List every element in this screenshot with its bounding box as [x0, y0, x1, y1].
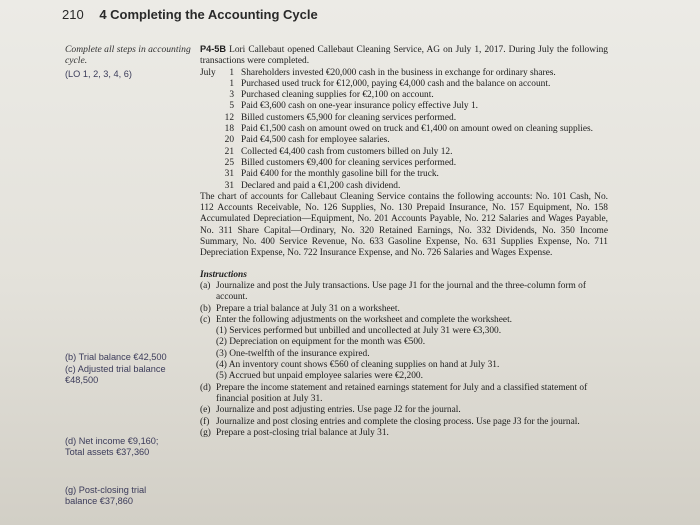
transaction-day: 1 — [229, 78, 234, 89]
transaction-day: 31 — [224, 180, 234, 191]
transaction-row — [200, 181, 608, 192]
instruction-text: Journalize and post adjusting entries. Use page J2 for the journal. — [216, 405, 461, 416]
instruction-item — [200, 315, 608, 326]
instruction-item — [200, 405, 608, 416]
instruction-label: (e) — [200, 405, 211, 416]
instruction-label: (d) — [200, 382, 211, 393]
margin-note-adjusted-trial-balance: (c) Adjusted trial balance €48,500 — [65, 364, 166, 385]
page-number: 210 — [62, 7, 84, 22]
transaction-day: 12 — [224, 112, 234, 123]
margin-note-post-closing: (g) Post-closing trial balance €37,860 — [65, 485, 147, 506]
transaction-text: Billed customers €9,400 for cleaning services performed. — [241, 157, 457, 168]
transaction-list — [200, 68, 608, 192]
instruction-text: Prepare the income statement and retained earnings statement for July and a classified statement of financial position at July 31. — [216, 382, 588, 404]
transaction-row — [200, 68, 608, 79]
transaction-month: July — [200, 67, 216, 78]
transaction-day: 5 — [229, 101, 234, 112]
transaction-day: 1 — [229, 67, 234, 78]
problem-intro — [200, 44, 608, 68]
transaction-day: 31 — [224, 169, 234, 180]
adjustment-item: (2) Depreciation on equipment for the month was €500. — [216, 337, 426, 348]
transaction-row — [200, 113, 608, 124]
transaction-day: 21 — [224, 146, 234, 157]
transaction-day: 20 — [224, 135, 234, 146]
transaction-day: 25 — [224, 157, 234, 168]
instruction-label: (g) — [200, 427, 211, 438]
adjustment-item: (5) Accrued but unpaid employee salaries were €2,200. — [216, 371, 423, 382]
adjustment-item: (1) Services performed but unbilled and uncollected at July 31 were €3,300. — [216, 326, 502, 337]
margin-note-steps: Complete all steps in accounting cycle. — [65, 44, 191, 66]
transaction-row — [200, 147, 608, 158]
margin-note-net-income: (d) Net income €9,160; Total assets €37,360 — [65, 436, 159, 457]
transaction-text: Collected €4,400 cash from customers billed on July 12. — [241, 146, 453, 157]
transaction-row — [200, 158, 608, 169]
instruction-item — [200, 428, 608, 439]
margin-note-lo: (LO 1, 2, 3, 4, 6) — [65, 69, 132, 79]
transaction-text: Purchased cleaning supplies for €2,100 on account. — [241, 90, 434, 101]
adjustment-item: (4) An inventory count shows €560 of cleaning supplies on hand at July 31. — [216, 360, 500, 371]
instruction-label: (b) — [200, 303, 211, 314]
instruction-label: (c) — [200, 314, 211, 325]
chapter-title: 4 Completing the Accounting Cycle — [99, 7, 318, 22]
transaction-row — [200, 135, 608, 146]
instructions-heading: Instructions — [200, 269, 247, 280]
transaction-row — [200, 79, 608, 90]
transaction-day: 18 — [224, 124, 234, 135]
transaction-row — [200, 101, 608, 112]
instruction-item — [200, 281, 608, 304]
transaction-row — [200, 90, 608, 101]
chart-of-accounts: The chart of accounts for Callebaut Cleaning Service contains the following accounts: No. 101 Cash, No. 112 Accounts Receivable, No. 126 Supplies, No. 130 Prepaid Insurance, No. 157 Equipment, No. 158 Accumulated Depreciation—Equipment, No. 201 Accounts Payable, No. 212 Salaries and Wages Payable, No. 311 Share Capital—Ordinary, No. 320 Retained Earnings, No. 332 Dividends, No. 350 Income Summary, No. 400 Service Revenue, No. 633 Gasoline Expense, No. 631 Supplies Expense, No. 711 Depreciation Expense, No. 722 Insurance Expense, and No. 726 Salaries and Wages Expense. — [200, 191, 608, 259]
problem-intro-text: Lori Callebaut opened Callebaut Cleaning Service, AG on July 1, 2017. During July the following transactions were completed. — [200, 45, 608, 67]
instruction-text: Prepare a trial balance at July 31 on a worksheet. — [216, 303, 400, 314]
margin-note-trial-balance: (b) Trial balance €42,500 — [65, 352, 167, 362]
instruction-text: Journalize and post closing entries and complete the closing process. Use page J3 for the journal. — [216, 416, 580, 427]
transaction-text: Declared and paid a €1,200 cash dividend. — [241, 180, 401, 191]
transaction-text: Shareholders invested €20,000 cash in the business in exchange for ordinary shares. — [241, 67, 556, 78]
adjustment-list — [200, 326, 608, 382]
instruction-label: (f) — [200, 416, 210, 427]
instruction-item — [200, 304, 608, 315]
adjustment-item: (3) One-twelfth of the insurance expired. — [216, 348, 370, 359]
transaction-row — [200, 169, 608, 180]
instruction-text: Enter the following adjustments on the worksheet and complete the worksheet. — [216, 314, 513, 325]
transaction-text: Paid €1,500 cash on amount owed on truck and €1,400 on amount owed on cleaning supplies. — [241, 124, 594, 135]
instruction-item — [200, 383, 608, 406]
transaction-text: Billed customers €5,900 for cleaning services performed. — [241, 112, 457, 123]
transaction-day: 3 — [229, 90, 234, 101]
instruction-item — [200, 417, 608, 428]
transaction-row — [200, 124, 608, 135]
instruction-text: Journalize and post the July transactions. Use page J1 for the journal and the three-column form of account. — [216, 280, 586, 303]
transaction-text: Paid €3,600 cash on one-year insurance policy effective July 1. — [241, 101, 478, 112]
page-header — [62, 7, 318, 22]
instruction-label: (a) — [200, 280, 211, 291]
transaction-text: Purchased used truck for €12,000, paying €4,000 cash and the balance on account. — [241, 78, 551, 89]
problem-code: P4-5B — [200, 44, 227, 54]
transaction-text: Paid €4,500 cash for employee salaries. — [241, 135, 390, 146]
problem-body — [200, 44, 608, 439]
transaction-text: Paid €400 for the monthly gasoline bill for the truck. — [241, 169, 439, 180]
instruction-text: Prepare a post-closing trial balance at July 31. — [216, 427, 389, 438]
